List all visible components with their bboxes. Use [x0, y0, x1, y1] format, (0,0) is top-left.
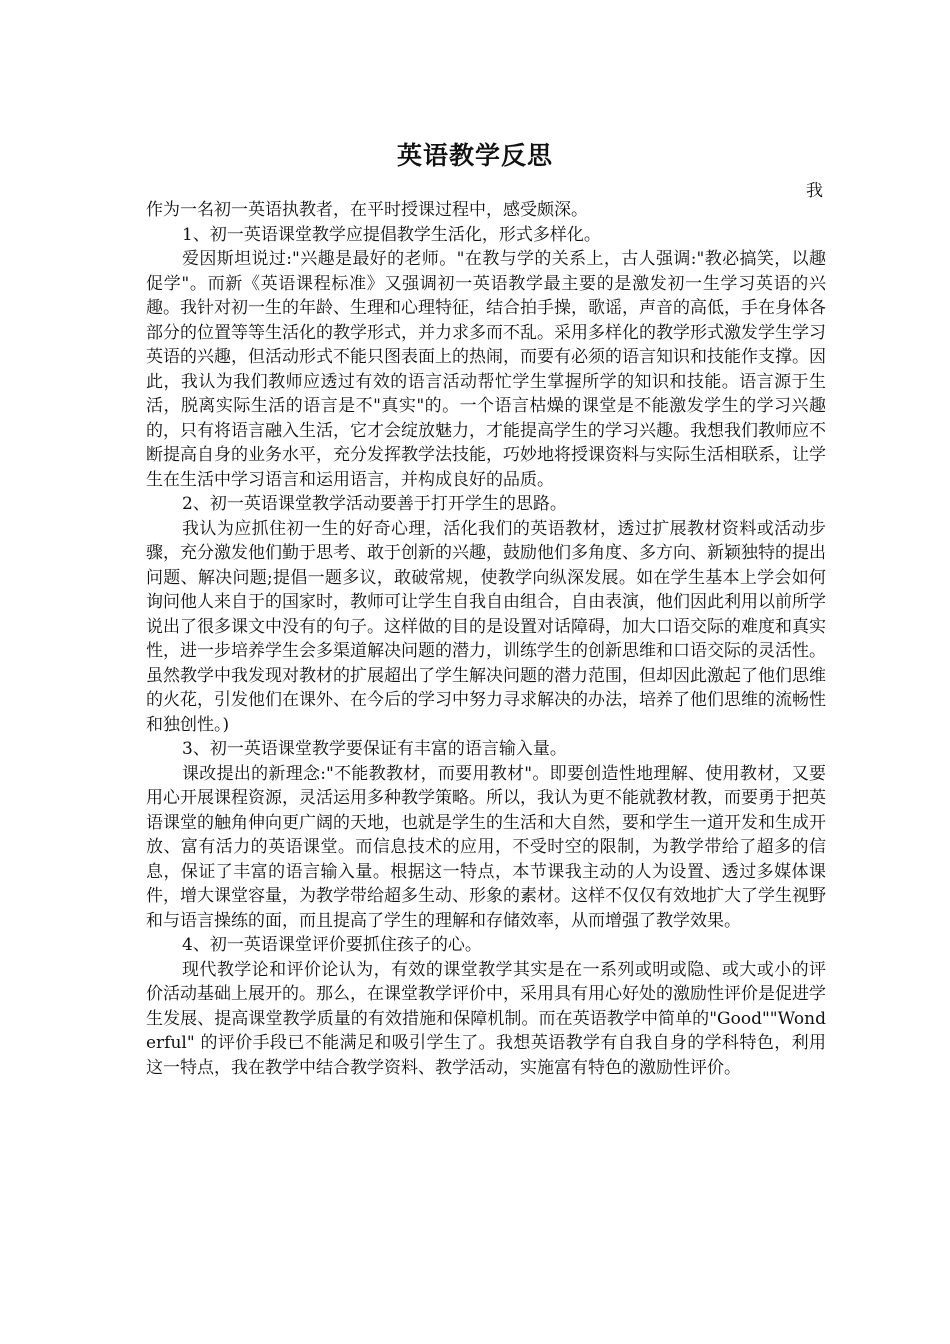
section-heading-4: 4、初一英语课堂评价要抓住孩子的心。: [182, 935, 482, 955]
section-heading-3: 3、初一英语课堂教学要保证有丰富的语言输入量。: [182, 739, 567, 759]
paragraph-5: 现代教学论和评价论认为，有效的课堂教学其实是在一系列或明或隐、或大或小的评价活动基础上展开的。那么，在课堂教学评价中，采用具有用心好处的激励性评价是促进学生发展、提高课堂教学质量的有效措施和保障机制。而在英语教学中简单的"Good""Wonderful" 的评价手段已不能满足和吸引学生了。我想英语教学有自我自身的学科特色，利用这一特点，我在教学中结合教学资料、教学活动，实施富有特色的激励性评价。: [146, 959, 826, 1078]
paragraph-4: 课改提出的新理念:"不能教教材，而要用教材"。即要创造性地理解、使用教材，又要用心开展课程资源，灵活运用多种教学策略。所以，我认为更不能就教材教，而要勇于把英语课堂的触角伸向更广阔的天地，也就是学生的生活和大自然，要和学生一道开发和生成开放、富有活力的英语课堂。而信息技术的应用，不受时空的限制，为教学带给了超多的信息，保证了丰富的语言输入量。根据这一特点，本节课我主动的人为设置、透过多媒体课件，增大课堂容量，为教学带给超多生动、形象的素材。这样不仅仅有效地扩大了学生视野和与语言操练的面，而且提高了学生的理解和存储效率，从而增强了教学效果。: [146, 763, 826, 931]
document-body: [146, 198, 826, 1080]
first-character: 我: [806, 181, 823, 201]
section-heading-2: 2、初一英语课堂教学活动要善于打开学生的思路。: [182, 494, 567, 514]
paragraph-1: 作为一名初一英语执教者，在平时授课过程中，感受颇深。: [146, 200, 588, 220]
paragraph-2: 爱因斯坦说过:"兴趣是最好的老师。"在教与学的关系上，古人强调:"教必搞笑，以趣促学"。而新《英语课程标准》又强调初一英语教学最主要的是激发初一生学习英语的兴趣。我针对初一生的年龄、生理和心理特征，结合拍手操，歌谣，声音的高低，手在身体各部分的位置等等生活化的教学形式，并力求多而不乱。采用多样化的教学形式激发学生学习英语的兴趣，但活动形式不能只图表面上的热闹，而要有必须的语言知识和技能作支撑。因此，我认为我们教师应透过有效的语言活动帮忙学生掌握所学的知识和技能。语言源于生活，脱离实际生活的语言是不"真实"的。一个语言枯燥的课堂是不能激发学生的学习兴趣的，只有将语言融入生活，它才会绽放魅力，才能提高学生的学习兴趣。我想我们教师应不断提高自身的业务水平，充分发挥教学法技能，巧妙地将授课资料与实际生活相联系，让学生在生活中学习语言和运用语言，并构成良好的品质。: [146, 249, 826, 490]
paragraph-3: 我认为应抓住初一生的好奇心理，活化我们的英语教材，透过扩展教材资料或活动步骤，充分激发他们勤于思考、敢于创新的兴趣，鼓励他们多角度、多方向、新颖独特的提出问题、解决问题;提倡一题多议，敢破常规，使教学向纵深发展。如在学生基本上学会如何询问他人来自于的国家时，教师可让学生自我自由组合，自由表演，他们因此利用以前所学说出了很多课文中没有的句子。这样做的目的是设置对话障碍，加大口语交际的难度和真实性，进一步培养学生会多渠道解决问题的潜力，训练学生的创新思维和口语交际的灵活性。虽然教学中我发现对教材的扩展超出了学生解决问题的潜力范围，但却因此激起了他们思维的火花，引发他们在课外、在今后的学习中努力寻求解决的办法，培养了他们思维的流畅性和独创性。): [146, 518, 826, 735]
section-heading-1: 1、初一英语课堂教学应提倡教学生活化，形式多样化。: [182, 224, 601, 245]
document-title: 英语教学反思: [396, 141, 553, 170]
